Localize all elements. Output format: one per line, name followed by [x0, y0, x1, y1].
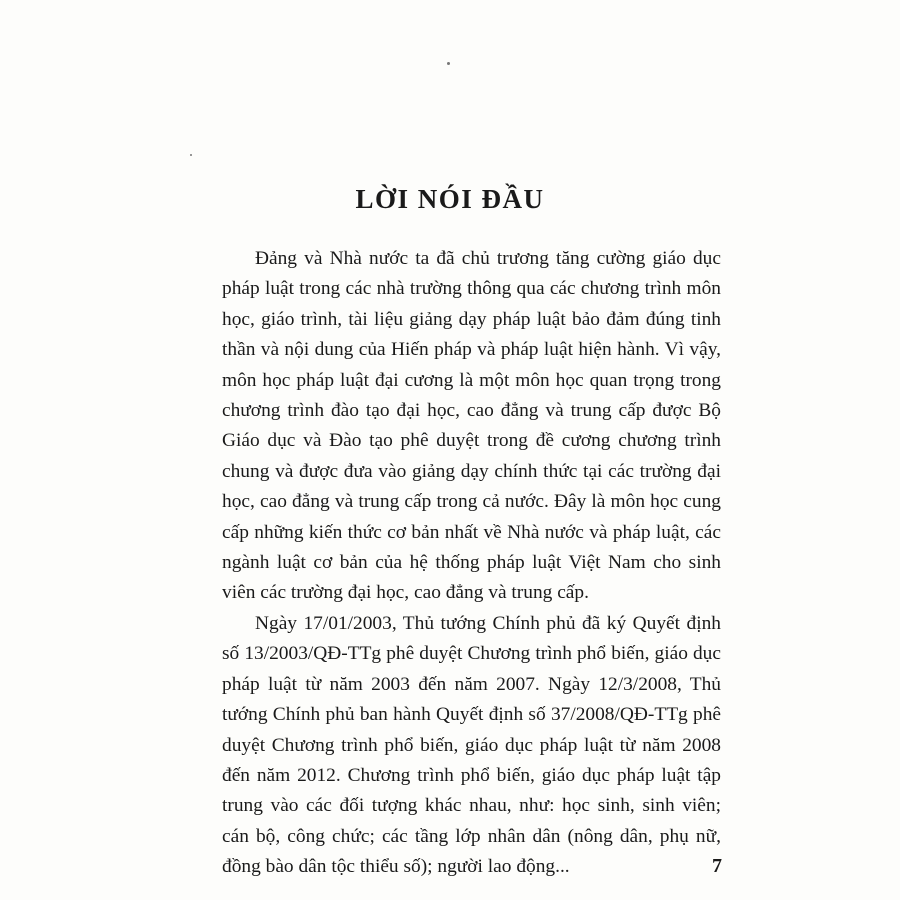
scan-speck [447, 62, 450, 65]
scan-speck [190, 154, 192, 156]
body-text [222, 244, 721, 883]
paragraph-1: Đảng và Nhà nước ta đã chủ trương tăng cường giáo dục pháp luật trong các nhà trường thông qua các chương trình môn học, giáo trình, tài liệu giảng dạy pháp luật bảo đảm đúng tinh thần và nội dung của Hiến pháp và pháp luật hiện hành. Vì vậy, môn học pháp luật đại cương là một môn học quan trọng trong chương trình đào tạo đại học, cao đẳng và trung cấp được Bộ Giáo dục và Đào tạo phê duyệt trong đề cương chương trình chung và được đưa vào giảng dạy chính thức tại các trường đại học, cao đẳng và trung cấp trong cả nước. Đây là môn học cung cấp những kiến thức cơ bản nhất về Nhà nước và pháp luật, các ngành luật cơ bản của hệ thống pháp luật Việt Nam cho sinh viên các trường đại học, cao đẳng và trung cấp. [222, 248, 721, 604]
page-number: 7 [712, 855, 722, 877]
page-heading: LỜI NÓI ĐẦU [355, 184, 545, 214]
paragraph-2: Ngày 17/01/2003, Thủ tướng Chính phủ đã ký Quyết định số 13/2003/QĐ-TTg phê duyệt Chương trình phổ biến, giáo dục pháp luật từ năm 2003 đến năm 2007. Ngày 12/3/2008, Thủ tướng Chính phủ ban hành Quyết định số 37/2008/QĐ-TTg phê duyệt Chương trình phổ biến, giáo dục pháp luật từ năm 2008 đến năm 2012. Chương trình phổ biến, giáo dục pháp luật tập trung vào các đối tượng khác nhau, như: học sinh, sinh viên; cán bộ, công chức; các tầng lớp nhân dân (nông dân, phụ nữ, đồng bào dân tộc thiểu số); người lao động... [222, 612, 721, 878]
